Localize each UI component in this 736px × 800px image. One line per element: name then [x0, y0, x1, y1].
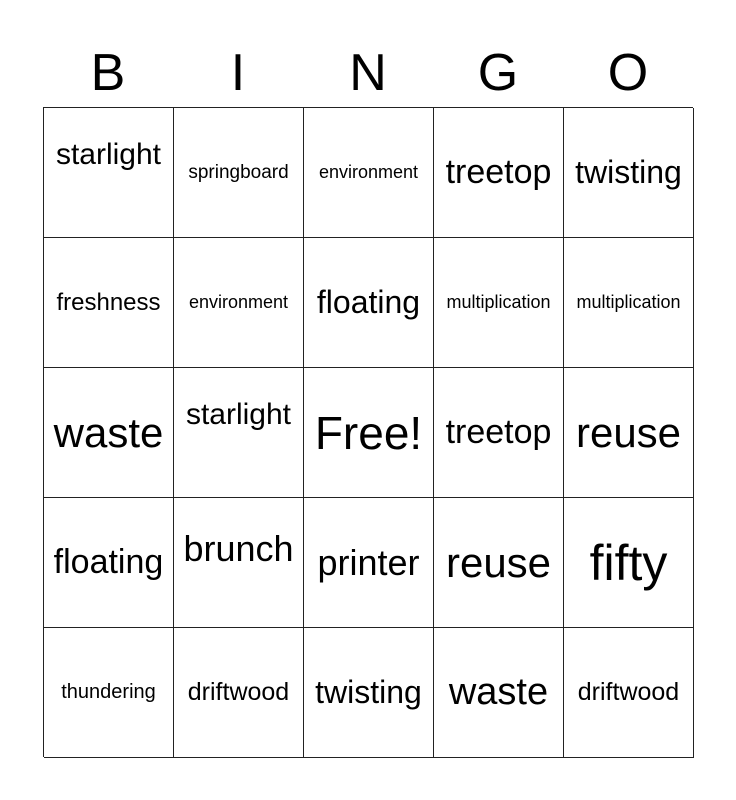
free-space-label: Free! [314, 406, 423, 459]
bingo-cell-r1-c5[interactable] [564, 108, 694, 238]
cell-word: multiplication [446, 292, 551, 312]
cell-word: twisting [575, 154, 682, 190]
cell-word: thundering [61, 681, 156, 703]
cell-word: treetop [445, 153, 552, 191]
bingo-cell-r5-c4[interactable] [434, 628, 564, 758]
cell-word: printer [317, 541, 420, 583]
bingo-cell-r2-c1[interactable] [44, 238, 174, 368]
bingo-cell-r1-c1[interactable] [44, 108, 174, 238]
cell-word: driftwood [577, 678, 680, 706]
bingo-cell-r5-c5[interactable] [564, 628, 694, 758]
header-letter-o: O [607, 44, 649, 102]
cell-word: treetop [445, 413, 552, 451]
header-letter-i: I [230, 44, 246, 102]
bingo-board [43, 107, 693, 757]
bingo-cell-r1-c3[interactable] [304, 108, 434, 238]
bingo-cell-r3-c5[interactable] [564, 368, 694, 498]
cell-word: floating [316, 284, 421, 320]
cell-word: brunch [183, 528, 294, 569]
bingo-cell-r5-c3[interactable] [304, 628, 434, 758]
cell-word: reuse [445, 538, 552, 586]
cell-word: freshness [56, 288, 161, 316]
cell-word: floating [53, 543, 164, 581]
bingo-cell-r3-c4[interactable] [434, 368, 564, 498]
bingo-cell-r2-c3[interactable] [304, 238, 434, 368]
cell-word: waste [53, 408, 164, 456]
bingo-cell-r4-c5[interactable] [564, 498, 694, 628]
bingo-cell-r4-c4[interactable] [434, 498, 564, 628]
bingo-cell-r3-c1[interactable] [44, 368, 174, 498]
header-letter-b: B [90, 44, 126, 102]
bingo-cell-r2-c5[interactable] [564, 238, 694, 368]
bingo-cell-r5-c2[interactable] [174, 628, 304, 758]
bingo-cell-r4-c2[interactable] [174, 498, 304, 628]
bingo-cell-r5-c1[interactable] [44, 628, 174, 758]
cell-word: fifty [589, 534, 668, 591]
bingo-cell-r2-c4[interactable] [434, 238, 564, 368]
header-letter-n: N [349, 44, 387, 102]
bingo-cell-r4-c3[interactable] [304, 498, 434, 628]
cell-word: environment [188, 292, 289, 312]
bingo-cell-r4-c1[interactable] [44, 498, 174, 628]
cell-word: reuse [575, 408, 682, 456]
bingo-cell-r2-c2[interactable] [174, 238, 304, 368]
bingo-cell-r3-c2[interactable] [174, 368, 304, 498]
bingo-cell-r1-c2[interactable] [174, 108, 304, 238]
cell-word: starlight [55, 138, 162, 171]
bingo-cell-free[interactable] [304, 368, 434, 498]
bingo-cell-r1-c4[interactable] [434, 108, 564, 238]
cell-word: twisting [315, 674, 422, 710]
cell-word: driftwood [187, 678, 290, 706]
cell-word: multiplication [576, 292, 681, 312]
bingo-header [43, 38, 693, 108]
cell-word: waste [448, 671, 549, 713]
cell-word: environment [318, 162, 419, 182]
header-letter-g: G [477, 44, 519, 102]
cell-word: springboard [188, 161, 289, 183]
cell-word: starlight [185, 398, 292, 431]
